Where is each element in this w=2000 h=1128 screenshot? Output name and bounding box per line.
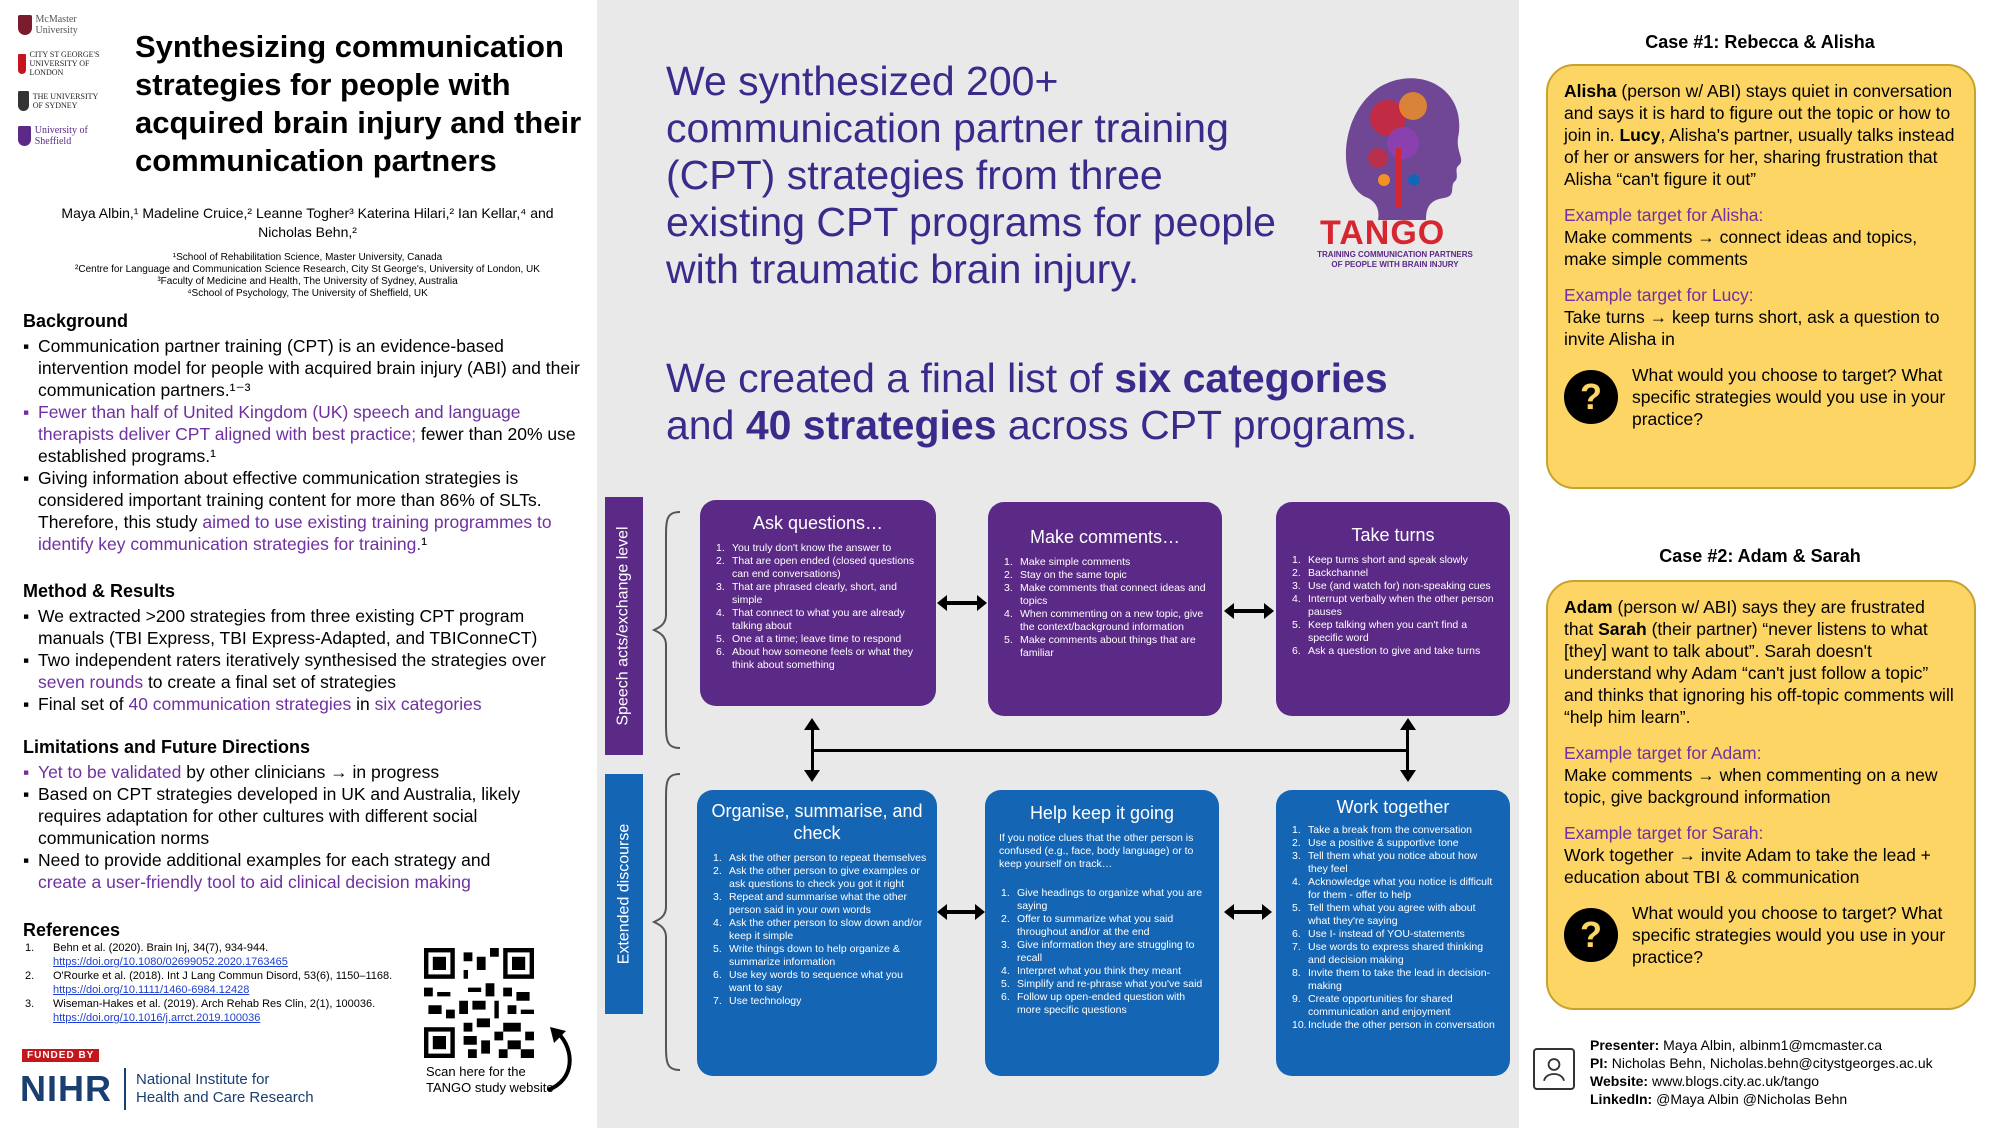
case2-scenario: Adam (person w/ ABI) says they are frustrated that Sarah (their partner) “never listens to what [they] want to talk about”. Sarah doesn't understand why Adam “can't just follow a topic” and thinks that ignoring his off-topic comments will “help him learn”. — [1564, 597, 1954, 727]
case1-target-alisha: Example target for Alisha: Make comments → connect ideas and topics, make simple comments — [1564, 205, 1918, 269]
linkedin-line[interactable]: LinkedIn: @Maya Albin @Nicholas Behn — [1590, 1091, 1848, 1107]
background-bullet: ▪ Communication partner training (CPT) is an evidence-based intervention model for people with acquired brain injury (ABI) and their communication partners.¹⁻³ — [23, 335, 583, 401]
limitations-heading: Limitations and Future Directions — [23, 737, 311, 757]
strategy-item: 8. Invite them to take the lead in decision-making — [1292, 967, 1491, 992]
category-help-keep-it-going — [985, 790, 1219, 1076]
strategy-item: 3. Make comments that connect ideas and topics — [1004, 582, 1206, 607]
method-bullet: ▪ Two independent raters iteratively synthesised the strategies over seven rounds to create a final set of strategies — [23, 649, 583, 693]
strategy-item: 5. Simplify and re-phrase what you've said — [1001, 978, 1203, 990]
website-line[interactable]: Website: www.blogs.city.ac.uk/tango — [1590, 1073, 1820, 1089]
category-work-together — [1276, 790, 1510, 1076]
background-heading: Background — [23, 311, 129, 331]
strategy-item: 5. Tell them what you agree with about what they're saying — [1292, 902, 1476, 927]
strategy-item: 1. Keep turns short and speak slowly — [1292, 554, 1468, 566]
reference-link[interactable]: https://doi.org/10.1016/j.arrct.2019.100036 — [53, 1012, 261, 1024]
strategy-item: 4. Interrupt verbally when the other person pauses — [1292, 593, 1494, 618]
affiliation: ⁴School of Psychology, The University of Sheffield, UK — [187, 288, 428, 299]
case2-target-sarah: Example target for Sarah: Work together → invite Adam to take the lead + education about TBI & communication — [1564, 823, 1931, 887]
headline-synthesis: We synthesized 200+ communication partner training (CPT) strategies from three existing CPT programs for people with traumatic brain injury. — [666, 58, 1276, 292]
affiliation: ²Centre for Language and Communication Science Research, City St George's, University of London, UK — [75, 264, 540, 275]
funded-by-tag: FUNDED BY — [22, 1049, 99, 1062]
reference-item: 2. O'Rourke et al. (2018). Int J Lang Commun Disord, 53(6), 1150–1168. https://doi.org/10.1111/1460-6984.12428 — [25, 970, 393, 996]
headline-final-list: We created a final list of six categories and 40 strategies across CPT programs. — [666, 355, 1418, 448]
affiliations — [20, 252, 595, 300]
references-section — [23, 920, 423, 1025]
references-heading: References — [23, 920, 121, 940]
strategy-item: 3. Use (and watch for) non-speaking cues — [1292, 580, 1491, 592]
reference-item: 3. Wiseman-Hakes et al. (2019). Arch Rehab Res Clin, 2(1), 100036. https://doi.org/10.1016/j.arrct.2019.100036 — [25, 998, 376, 1024]
strategy-item: 7. Use words to express shared thinking and decision making — [1292, 941, 1484, 966]
strategy-item: 5. Make comments about things that are familiar — [1004, 634, 1196, 659]
strategy-item: 5. One at a time; leave time to respond — [716, 633, 902, 645]
strategy-item: 2. Stay on the same topic — [1004, 569, 1127, 581]
background-bullet: ▪ Giving information about effective communication strategies is considered important training content for more than 86% of SLTs. Therefore, this study aimed to use existing training programmes to identify key communication strategies for training.¹ — [23, 467, 583, 555]
strategy-item: 4. Acknowledge what you notice is difficult for them - offer to help — [1292, 876, 1493, 901]
contact-card-icon — [1533, 1048, 1575, 1090]
strategy-item: 3. That are phrased clearly, short, and simple — [716, 581, 897, 606]
double-arrow-icon — [1232, 910, 1264, 914]
strategy-item: 3. Tell them what you notice about how they feel — [1292, 850, 1478, 875]
case1-question: ? What would you choose to target? What specific strategies would you use in your practice? — [1564, 364, 1958, 430]
university-logos — [18, 14, 108, 161]
case2-question: ? What would you choose to target? What specific strategies would you use in your practice? — [1564, 902, 1958, 968]
bracket-top — [652, 510, 682, 750]
reference-item: 1. Behn et al. (2020). Brain Inj, 34(7), 934-944. https://doi.org/10.1080/02699052.2020.1763465 — [25, 942, 288, 968]
case1-heading: Case #1: Rebecca & Alisha — [1645, 32, 1875, 52]
method-bullet: ▪ We extracted >200 strategies from three existing CPT program manuals (TBI Express, TBI Express-Adapted, and TBIConneCT) — [23, 605, 583, 649]
category-title: Work together — [1336, 797, 1450, 817]
category-make-comments — [988, 502, 1222, 716]
strategy-item: 6. Use I- instead of YOU-statements — [1292, 928, 1465, 940]
strategy-item: 1. Make simple comments — [1004, 556, 1131, 568]
method-bullet: ▪ Final set of 40 communication strategies in six categories — [23, 693, 583, 715]
authors — [20, 204, 595, 242]
strategy-item: 2. That are open ended (closed questions can end conversations) — [716, 555, 915, 580]
method-section — [23, 581, 583, 715]
strategy-item: 4. That connect to what you are already talking about — [716, 607, 905, 632]
strategy-item: 4. When commenting on a new topic, give the context/background information — [1004, 608, 1204, 633]
category-title: Help keep it going — [1029, 803, 1175, 823]
curved-arrow-icon — [540, 1025, 580, 1095]
tango-wordmark: TANGO — [1320, 214, 1446, 252]
case1-target-lucy: Example target for Lucy: Take turns → keep turns short, ask a question to invite Alisha in — [1564, 285, 1940, 349]
connector-line — [811, 749, 1409, 752]
case1-scenario: Alisha (person w/ ABI) stays quiet in conversation and says it is hard to figure out the topic or how to join in. Lucy, Alisha's partner, usually talks instead of her or answers for her, sharing frustration that Alisha “can't figure it out” — [1564, 81, 1955, 189]
limitations-section — [23, 737, 583, 893]
limitations-bullet: ▪ Based on CPT strategies developed in UK and Australia, likely requires adaptation for other cultures with different social communication norms — [23, 783, 583, 849]
method-heading: Method & Results — [23, 581, 176, 601]
category-title: Make comments… — [1029, 527, 1181, 547]
strategy-item: 5. Keep talking when you can't find a specific word — [1292, 619, 1468, 644]
sheffield-logo: University of Sheffield — [18, 125, 108, 147]
limitations-bullet: ▪ Need to provide additional examples for each strategy and create a user-friendly tool to aid clinical decision making — [23, 849, 583, 893]
strategy-item: 7. Use technology — [713, 995, 802, 1007]
arrowhead-down-icon — [804, 770, 820, 782]
qr-code[interactable] — [424, 948, 534, 1058]
strategy-item: 1. Take a break from the conversation — [1292, 824, 1473, 836]
strategy-item: 6. Ask a question to give and take turns — [1292, 645, 1481, 657]
category-ask-questions — [700, 500, 936, 706]
limitations-bullet: ▪ Yet to be validated by other clinicians → in progress — [23, 761, 583, 783]
arrowhead-down-icon — [1400, 770, 1416, 782]
double-arrow-icon — [1232, 609, 1266, 613]
strategy-item: 1. Give headings to organize what you are saying — [1001, 887, 1203, 912]
category-organise-summarise — [697, 790, 937, 1076]
strategy-item: 5. Write things down to help organize & summarize information — [713, 943, 900, 968]
question-mark-icon: ? — [1564, 370, 1618, 424]
strategy-item: 4. Interpret what you think they meant — [1001, 965, 1182, 977]
category-title: Organise, summarise, and check — [711, 801, 923, 843]
strategy-item: 1. Ask the other person to repeat themselves — [713, 852, 927, 864]
qr-caption: Scan here for the TANGO study website — [426, 1064, 554, 1095]
authors-line-2: Nicholas Behn,² — [258, 224, 357, 240]
side-label-speech-acts: Speech acts/exchange level — [605, 497, 643, 755]
authors-line-1: Maya Albin,¹ Madeline Cruice,² Leanne Togher³ Katerina Hilari,² Ian Kellar,⁴ and — [61, 205, 554, 221]
reference-link[interactable]: https://doi.org/10.1080/02699052.2020.1763465 — [53, 956, 288, 968]
nihr-logo: NIHR National Institute for Health and Care Research — [20, 1068, 314, 1109]
reference-link[interactable]: https://doi.org/10.1111/1460-6984.12428 — [53, 984, 250, 996]
bracket-bottom — [652, 772, 682, 1072]
background-section — [23, 311, 583, 555]
contact-info — [1590, 1036, 1933, 1108]
side-label-extended-discourse: Extended discourse — [605, 774, 643, 1014]
category-intro: If you notice clues that the other person is confused (e.g., face, body language) or to keep yourself on track… — [999, 832, 1194, 870]
arrowhead-up-icon — [804, 718, 820, 730]
case2-target-adam: Example target for Adam: Make comments → when commenting on a new topic, give background information — [1564, 743, 1938, 807]
arrowhead-up-icon — [1400, 718, 1416, 730]
double-arrow-icon — [945, 910, 977, 914]
strategy-item: 2. Backchannel — [1292, 567, 1369, 579]
strategy-item: 2. Ask the other person to give examples or ask questions to check you got it right — [713, 865, 920, 890]
category-title: Ask questions… — [752, 513, 884, 533]
sydney-logo: THE UNIVERSITY OF SYDNEY — [18, 91, 108, 111]
case1-card — [1546, 64, 1976, 489]
strategy-item: 2. Offer to summarize what you said throughout and/or at the end — [1001, 913, 1174, 938]
poster-title: Synthesizing communication strategies for people with acquired brain injury and their communication partners — [135, 29, 582, 178]
tango-tagline: TRAINING COMMUNICATION PARTNERS OF PEOPLE WITH BRAIN INJURY — [1317, 250, 1473, 269]
strategy-item: 9. Create opportunities for shared communication and enjoyment — [1292, 993, 1453, 1018]
strategy-item: 2. Use a positive & supportive tone — [1292, 837, 1459, 849]
mcmaster-logo: McMaster University — [18, 14, 108, 36]
affiliation: ³Faculty of Medicine and Health, The University of Sydney, Australia — [157, 276, 458, 287]
strategy-item: 10. Include the other person in conversation — [1292, 1019, 1495, 1031]
pi-line: PI: Nicholas Behn, Nicholas.behn@citystgeorges.ac.uk — [1590, 1055, 1933, 1071]
case2-heading: Case #2: Adam & Sarah — [1659, 546, 1861, 566]
category-title: Take turns — [1351, 525, 1435, 545]
presenter-line: Presenter: Maya Albin, albinm1@mcmaster.ca — [1590, 1037, 1883, 1053]
city-logo: CITY ST GEORGE'S UNIVERSITY OF LONDON — [18, 50, 108, 77]
background-bullet: ▪ Fewer than half of United Kingdom (UK) speech and language therapists deliver CPT aligned with best practice; fewer than 20% use established programs.¹ — [23, 401, 583, 467]
case2-card — [1546, 580, 1976, 1010]
strategy-item: 4. Ask the other person to slow down and/or keep it simple — [713, 917, 923, 942]
question-mark-icon: ? — [1564, 908, 1618, 962]
double-arrow-icon — [945, 601, 979, 605]
strategy-item: 6. About how someone feels or what they think about something — [716, 646, 913, 671]
strategy-item: 3. Give information they are struggling to recall — [1001, 939, 1195, 964]
affiliation: ¹School of Rehabilitation Science, Master University, Canada — [172, 252, 443, 263]
strategy-item: 6. Follow up open-ended question with more specific questions — [1001, 991, 1186, 1016]
strategy-item: 6. Use key words to sequence what you want to say — [713, 969, 903, 994]
strategy-item: 3. Repeat and summarise what the other person said in your own words — [713, 891, 908, 916]
strategy-item: 1. You truly don't know the answer to — [716, 542, 892, 554]
category-take-turns — [1276, 502, 1510, 716]
